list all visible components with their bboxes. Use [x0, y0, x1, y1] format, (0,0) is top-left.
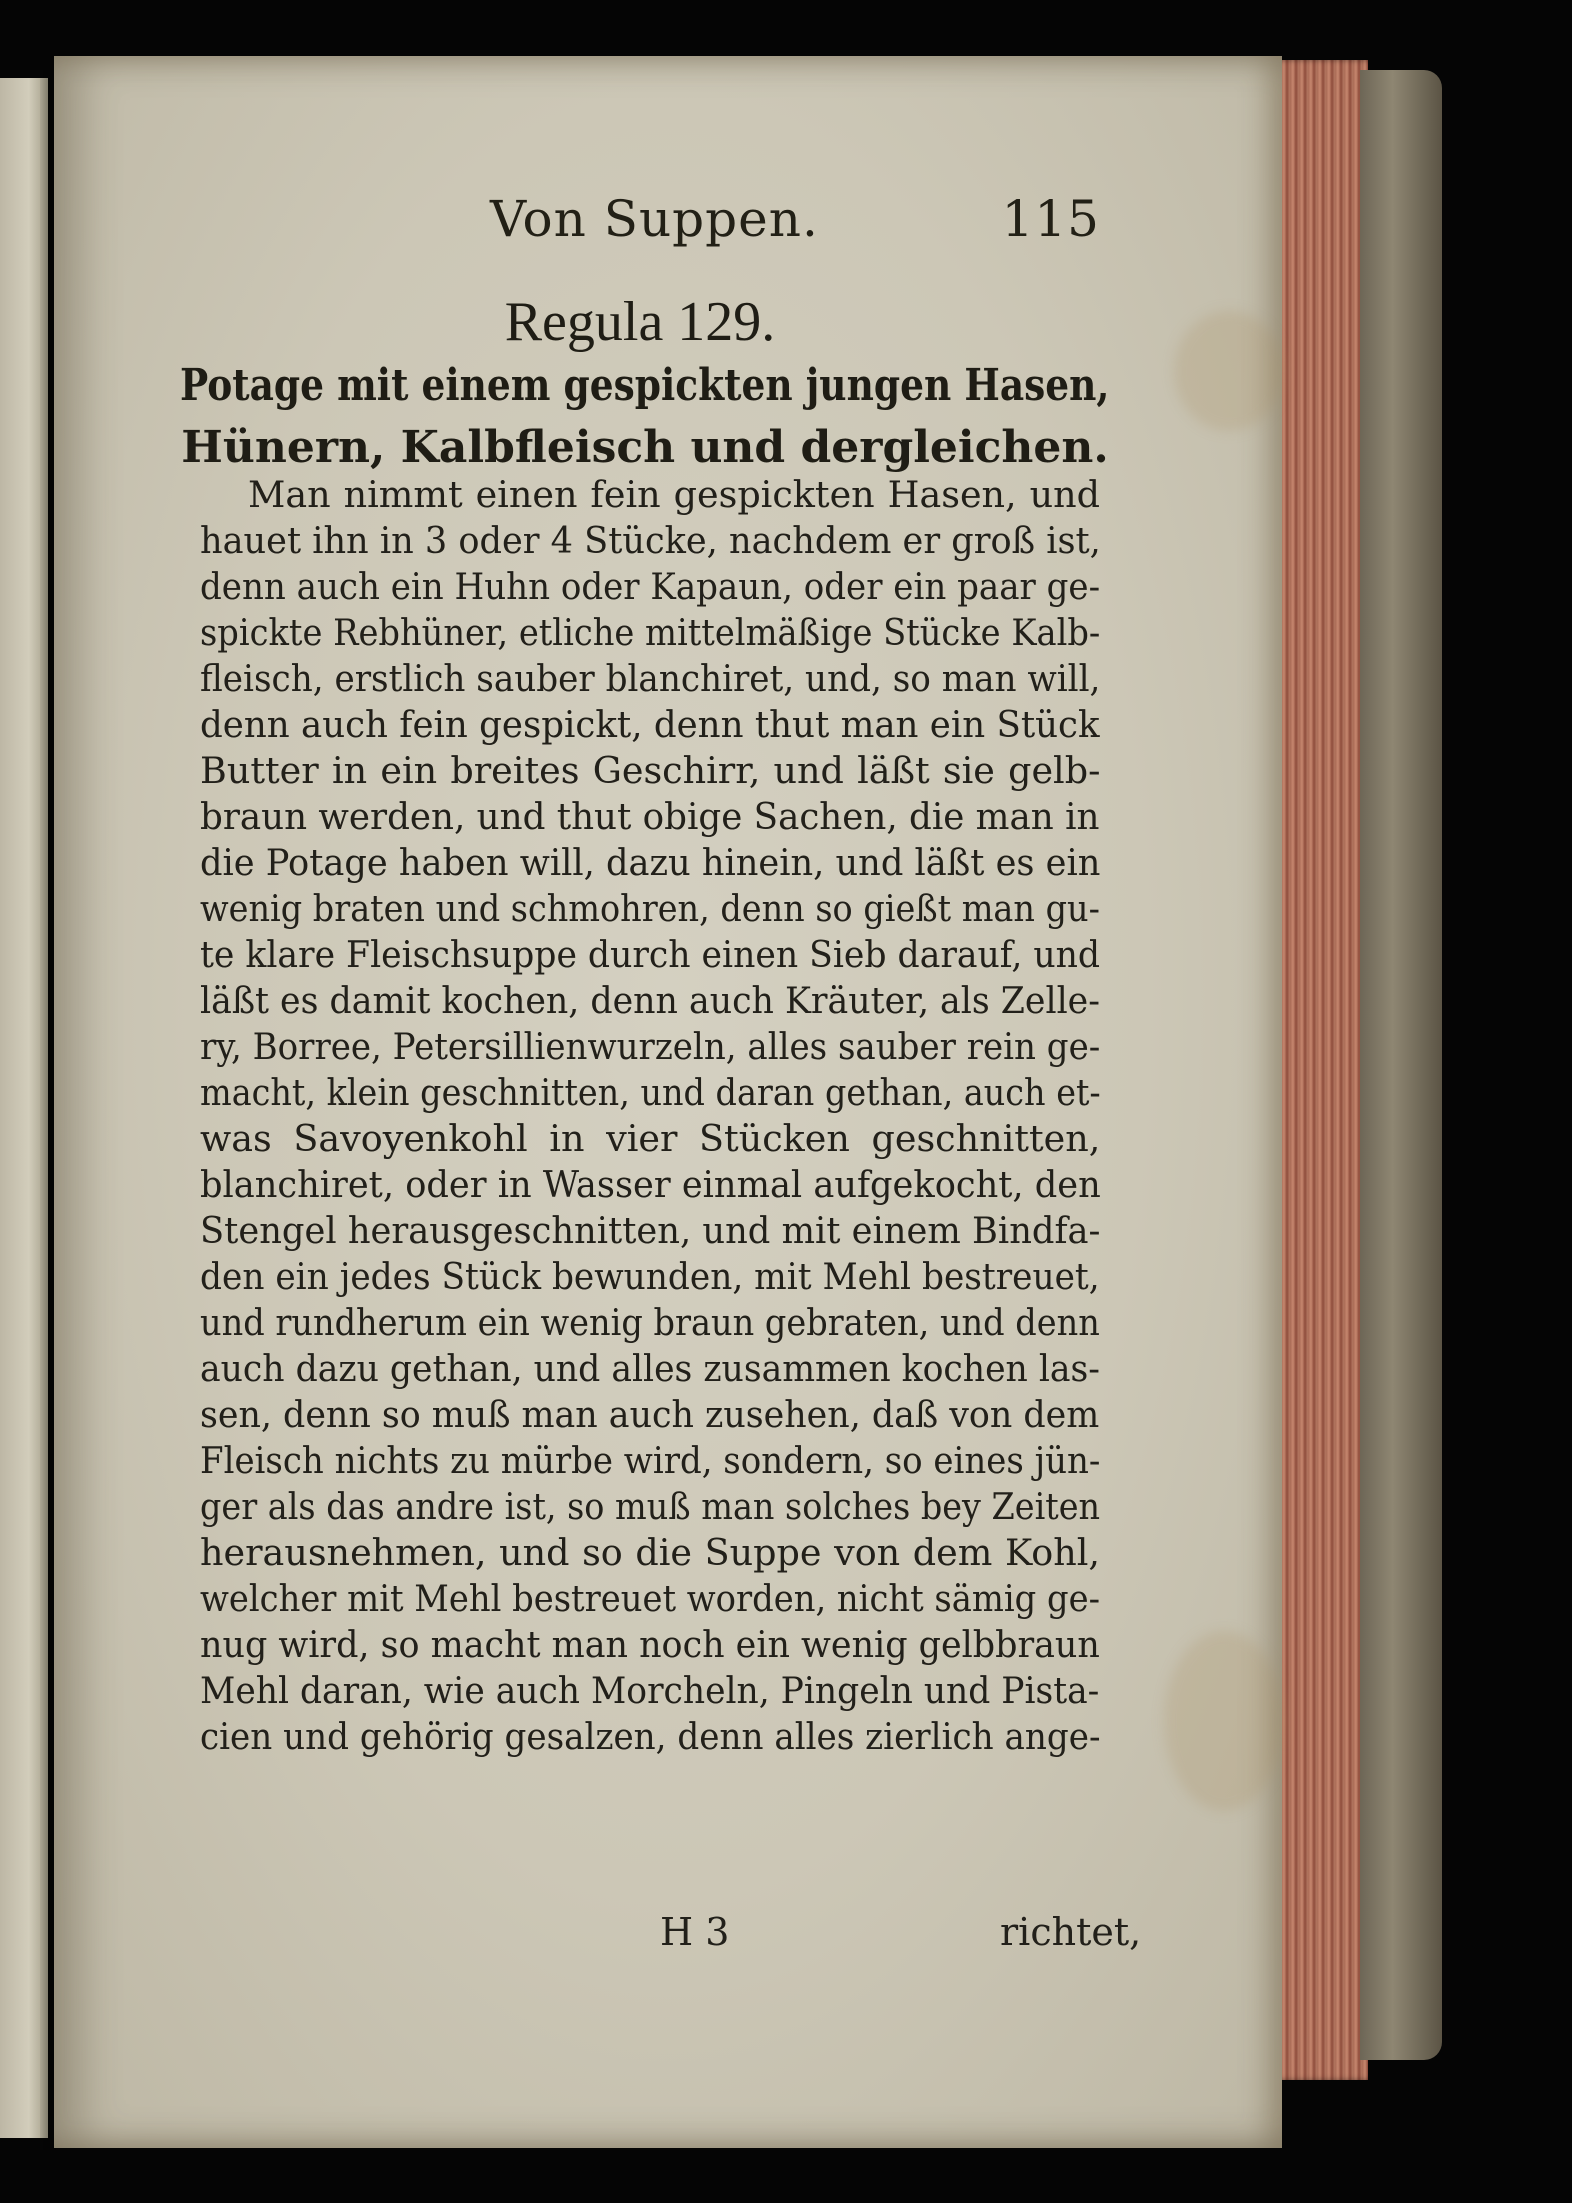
text-line: te klare Fleischsuppe durch einen Sieb darauf, und [200, 933, 1101, 976]
text-line: Fleisch nichts zu mürbe wird, sondern, so eines jün- [200, 1439, 1101, 1482]
recipe-heading [180, 355, 1110, 479]
text-line: die Potage haben will, dazu hinein, und läßt es ein [200, 841, 1101, 884]
text-line: und rundherum ein wenig braun gebraten, und denn [200, 1301, 1100, 1344]
text-line: ger als das andre ist, so muß man solches bey Zeiten [200, 1485, 1101, 1528]
running-head-title: Von Suppen. [490, 190, 819, 248]
signature-mark: H 3 [660, 1910, 730, 1954]
text-line: hauet ihn in 3 oder 4 Stücke, nachdem er groß ist, [200, 519, 1101, 562]
text-line: Stengel herausgeschnitten, und mit einem Bindfa- [200, 1209, 1101, 1252]
catchword: richtet, [1000, 1910, 1142, 1954]
heading-line: Potage mit einem gespickten jungen Hasen, [180, 360, 1110, 411]
text-line: spickte Rebhüner, etliche mittelmäßige Stücke Kalb- [200, 611, 1101, 654]
text-line: was Savoyenkohl in vier Stücken geschnitten, [200, 1117, 1101, 1160]
text-line: herausnehmen, und so die Suppe von dem Kohl, [200, 1531, 1101, 1574]
text-line: den ein jedes Stück bewunden, mit Mehl bestreuet, [200, 1255, 1100, 1298]
page-number: 115 [1001, 190, 1100, 248]
text-line: Mehl daran, wie auch Morcheln, Pingeln und Pista- [200, 1669, 1100, 1712]
paper-stain [1164, 1631, 1284, 1811]
text-line: braun werden, und thut obige Sachen, die man in [200, 795, 1100, 838]
book-cover-edge [1360, 70, 1442, 2060]
text-line: Butter in ein breites Geschirr, und läßt sie gelb- [200, 749, 1101, 792]
heading-line: Hünern, Kalbfleisch und dergleichen. [181, 422, 1109, 473]
rule-title: Regula 129. [504, 291, 776, 353]
paper-stain [1174, 311, 1284, 431]
text-line: macht, klein geschnitten, und daran gethan, auch et- [200, 1071, 1101, 1114]
running-head [460, 190, 1100, 250]
text-line: cien und gehörig gesalzen, denn alles zierlich ange- [200, 1715, 1101, 1758]
text-line: denn auch fein gespickt, denn thut man ein Stück [200, 703, 1100, 746]
text-line: fleisch, erstlich sauber blanchiret, und, so man will, [200, 657, 1101, 700]
text-line: blanchiret, oder in Wasser einmal aufgekocht, den [200, 1163, 1101, 1206]
text-line: welcher mit Mehl bestreuet worden, nicht sämig ge- [200, 1577, 1101, 1620]
body-text [200, 472, 1100, 1760]
text-line: sen, denn so muß man auch zusehen, daß von dem [200, 1393, 1100, 1436]
text-line: denn auch ein Huhn oder Kapaun, oder ein paar ge- [200, 565, 1101, 608]
text-line: wenig braten und schmohren, denn so gießt man gu- [200, 887, 1100, 930]
text-line: läßt es damit kochen, denn auch Kräuter, als Zelle- [200, 979, 1100, 1022]
text-line: ry, Borree, Petersillienwurzeln, alles sauber rein ge- [200, 1025, 1101, 1068]
text-line: Man nimmt einen fein gespickten Hasen, und [248, 473, 1100, 516]
page-fore-edge [1272, 60, 1368, 2080]
text-line: nug wird, so macht man noch ein wenig gelbbraun [200, 1623, 1100, 1666]
text-line: auch dazu gethan, und alles zusammen kochen las- [200, 1347, 1100, 1390]
